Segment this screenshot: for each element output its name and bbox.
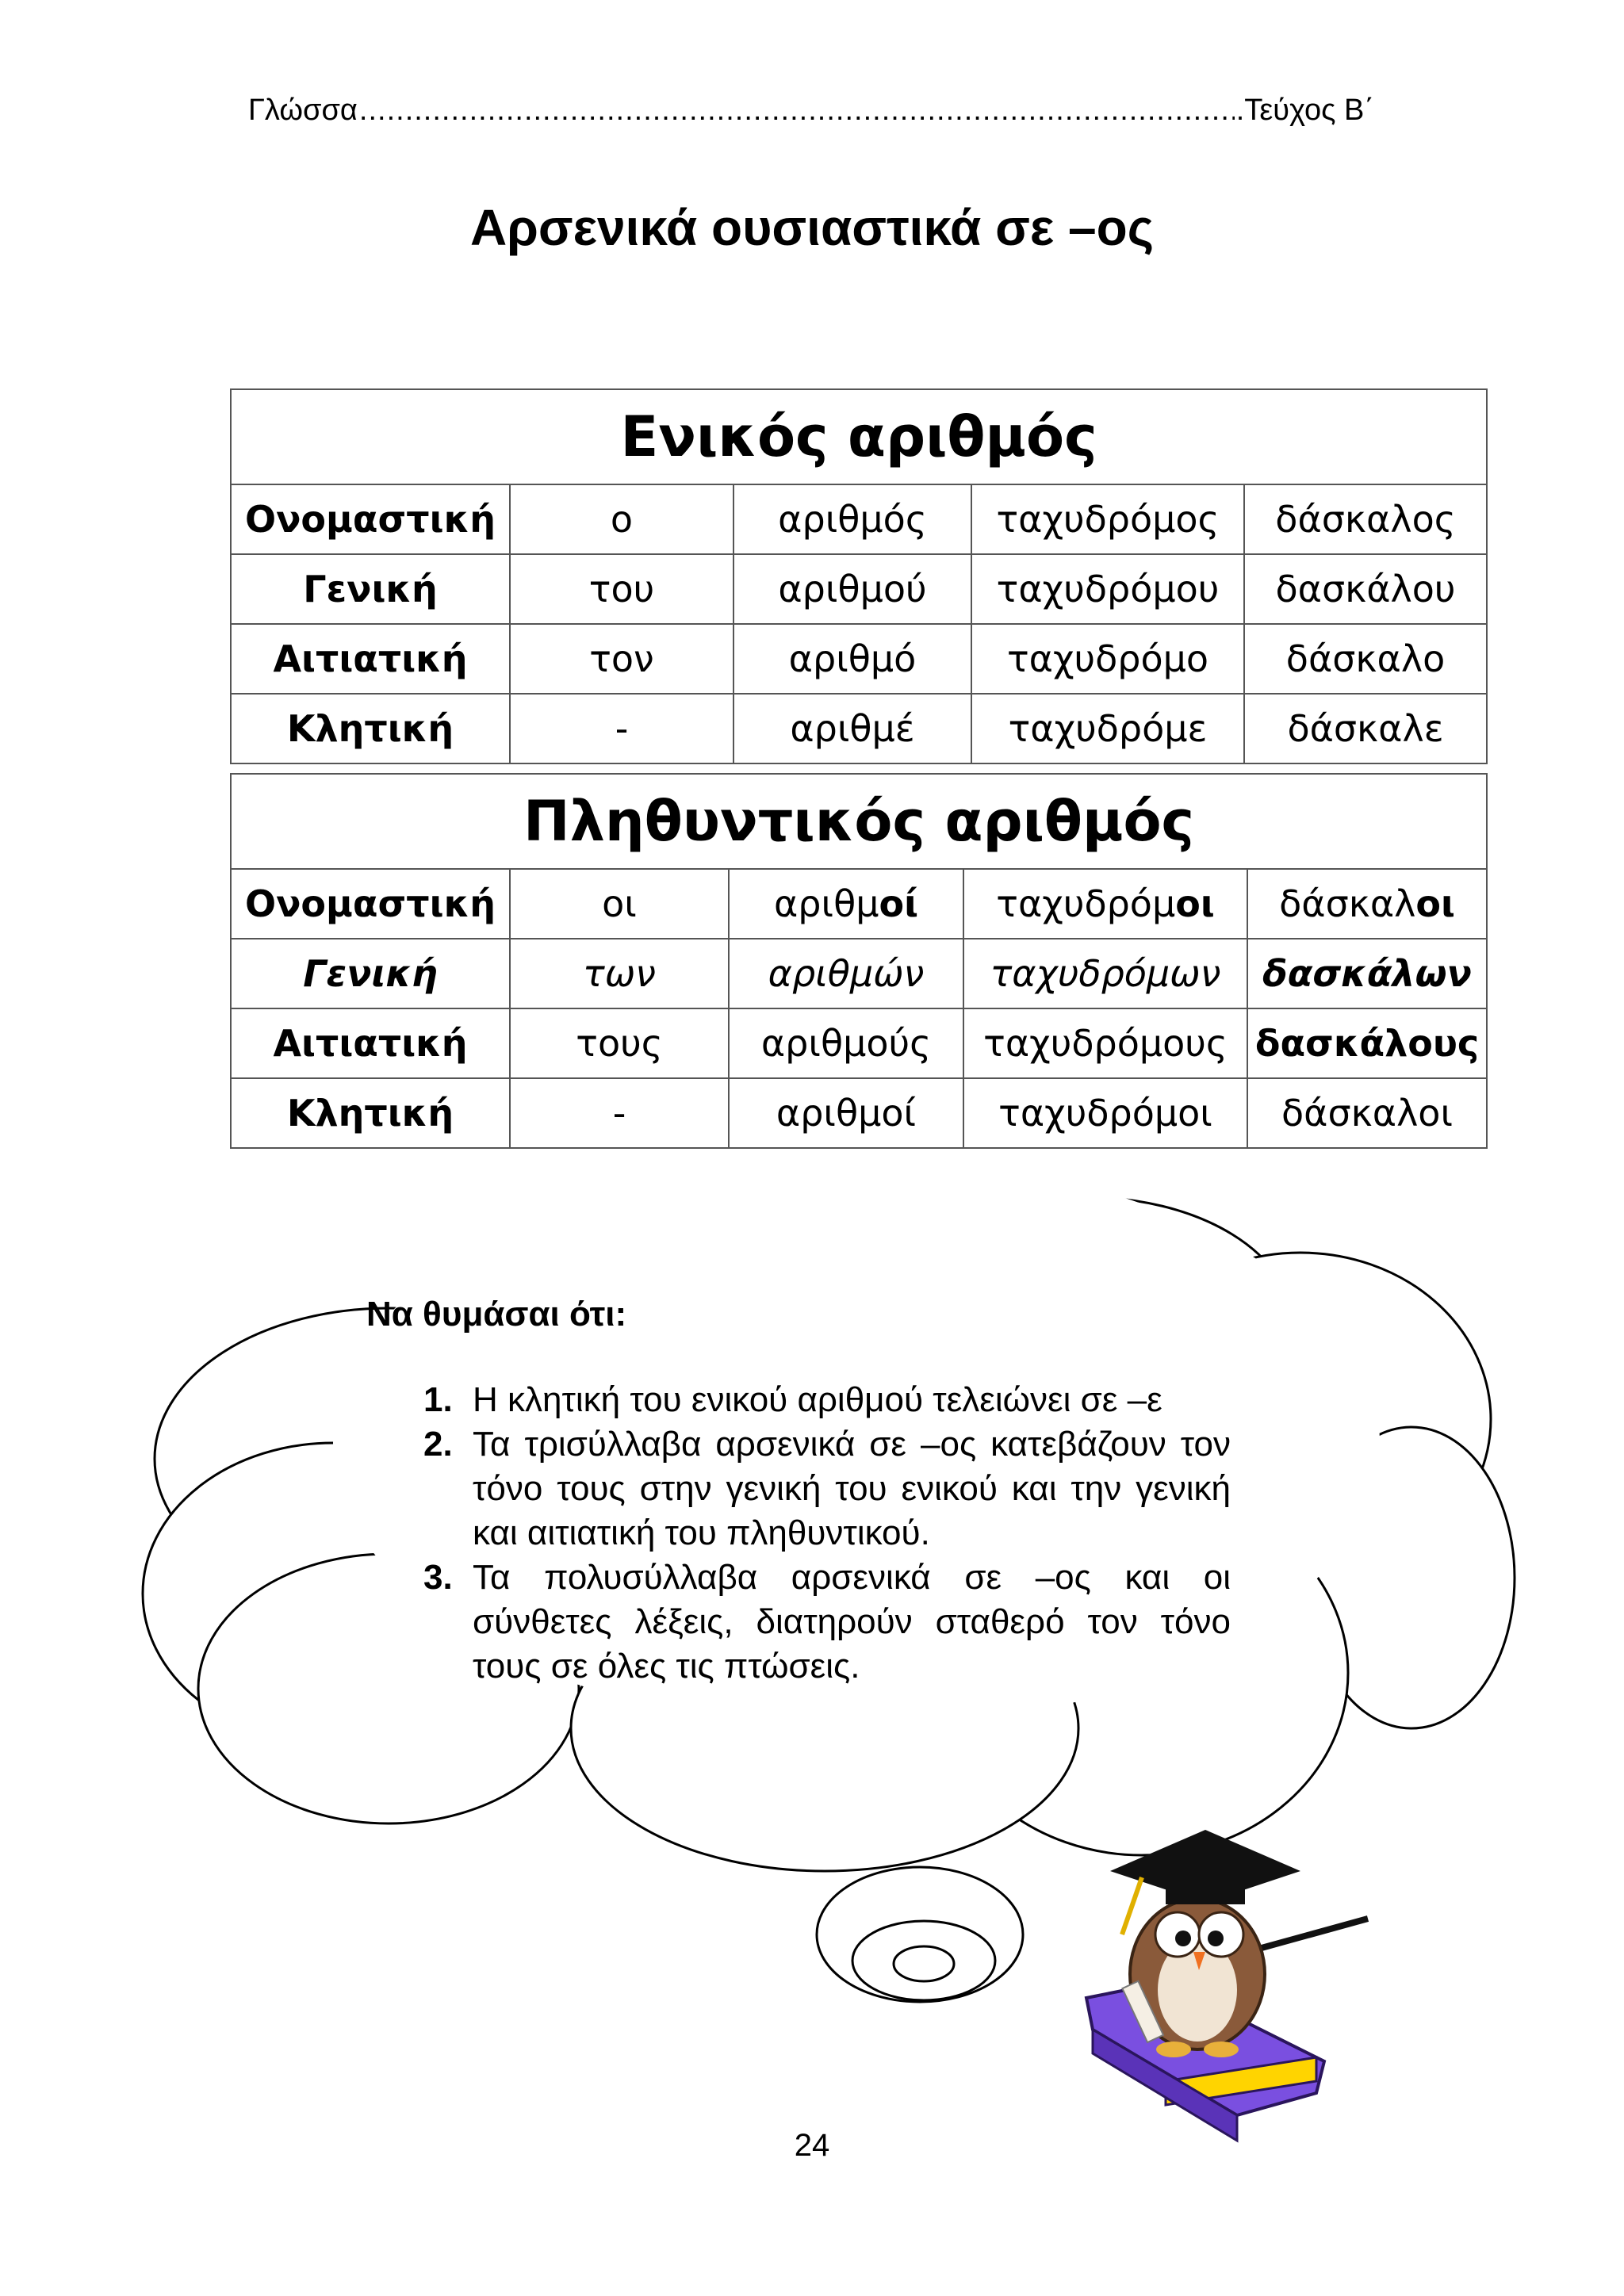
word-stem: ταχυδρόμ <box>996 882 1176 925</box>
word-cell: ταχυδρόμους <box>963 1008 1247 1078</box>
case-label: Γενική <box>231 554 510 624</box>
article-cell: τους <box>510 1008 729 1078</box>
item-number: 1. <box>423 1380 453 1419</box>
word-cell: δασκάλους <box>1247 1008 1487 1078</box>
article-cell: - <box>510 694 733 763</box>
issue-label: .Τεύχος Β΄ <box>1235 94 1374 127</box>
page-title: Αρσενικά ουσιαστικά σε –ος <box>470 199 1154 256</box>
item-text: Τα πολυσύλλαβα αρσενικά σε –ος και οι σύνθετες λέξεις, διατηρούν σταθερό τον τόνο τους σε όλες τις πτώσεις. <box>473 1558 1231 1686</box>
word-cell: δάσκαλε <box>1244 694 1487 763</box>
case-label: Ονομαστική <box>231 484 510 554</box>
article-cell: των <box>510 939 729 1008</box>
word-cell: αριθμού <box>733 554 971 624</box>
case-label: Κλητική <box>231 694 510 763</box>
word-cell: αριθμό <box>733 624 971 694</box>
word-cell: ταχυδρόμος <box>971 484 1244 554</box>
word-cell: αριθμούς <box>729 1008 963 1078</box>
case-label: Κλητική <box>231 1078 510 1148</box>
word-cell: ταχυδρόμοι <box>963 1078 1247 1148</box>
thought-bubble-trail-icon <box>817 1867 1023 2002</box>
word-cell: αριθμός <box>733 484 971 554</box>
word-cell: αριθμών <box>729 939 963 1008</box>
item-text: Η κλητική του ενικού αριθμού τελειώνει σε –ε <box>473 1380 1162 1419</box>
article-cell: - <box>510 1078 729 1148</box>
article-cell: του <box>510 554 733 624</box>
word-ending: οι <box>1175 882 1215 925</box>
word-cell: δάσκαλοι <box>1247 1078 1487 1148</box>
singular-heading: Ενικός αριθμός <box>231 389 1487 484</box>
word-cell: δασκάλου <box>1244 554 1487 624</box>
word-cell: δάσκαλος <box>1244 484 1487 554</box>
word-cell: δάσκαλο <box>1244 624 1487 694</box>
article-cell: τον <box>510 624 733 694</box>
note-heading: Να θυμάσαι ότι: <box>366 1295 627 1334</box>
plural-heading: Πληθυντικός αριθμός <box>231 774 1487 869</box>
item-text: Τα τρισύλλαβα αρσενικά σε –ος κατεβάζουν τον τόνο τους στην γενική του ενικού και την γενική και αιτιατική του πληθυντικού. <box>473 1425 1231 1552</box>
item-number: 3. <box>423 1558 453 1597</box>
word-cell: ταχυδρόμο <box>971 624 1244 694</box>
case-label: Ονομαστική <box>231 869 510 939</box>
word-cell: αριθμέ <box>733 694 971 763</box>
item-number: 2. <box>423 1425 453 1464</box>
article-cell: οι <box>510 869 729 939</box>
word-ending: οι <box>1415 882 1455 925</box>
word-cell: ταχυδρόμε <box>971 694 1244 763</box>
case-label: Αιτιατική <box>231 1008 510 1078</box>
reminder-note <box>366 1292 1231 1689</box>
page-number: 24 <box>794 2128 830 2163</box>
list-item <box>423 1422 1231 1556</box>
owl-graduate-on-book-icon <box>1086 1830 1368 2141</box>
word-ending: οί <box>879 882 919 925</box>
word-cell: ταχυδρόμων <box>963 939 1247 1008</box>
word-stem: δάσκαλ <box>1279 882 1416 925</box>
rule-list <box>366 1378 1231 1689</box>
word-cell: ταχυδρόμου <box>971 554 1244 624</box>
list-item <box>423 1556 1231 1689</box>
list-item <box>423 1378 1231 1422</box>
word-stem: αριθμ <box>773 882 879 925</box>
subject-label: Γλώσσα <box>248 94 358 127</box>
case-label: Γενική <box>231 939 510 1008</box>
word-cell: αριθμοί <box>729 1078 963 1148</box>
case-label: Αιτιατική <box>231 624 510 694</box>
word-cell: δασκάλων <box>1247 939 1487 1008</box>
article-cell: ο <box>510 484 733 554</box>
